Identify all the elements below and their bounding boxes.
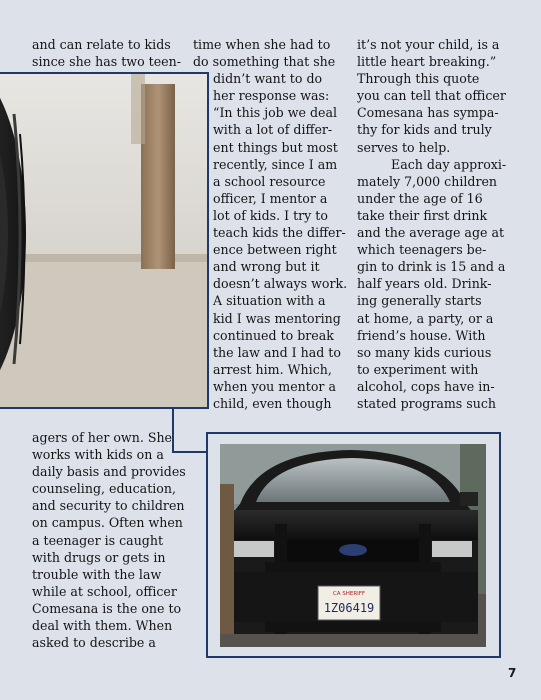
text-line: you can tell that officer	[357, 88, 506, 104]
text-line: counseling, education,	[32, 481, 176, 497]
text-line: with drugs or gets in	[32, 549, 166, 565]
text-line: time when she had to	[193, 37, 331, 52]
text-line: it’s not your child, is a	[357, 37, 500, 52]
text-line: since she has two teen-	[32, 54, 181, 70]
police-car-photo	[220, 444, 486, 647]
text-line: with a lot of differ-	[213, 122, 333, 138]
text-line: when you mentor a	[213, 378, 336, 394]
text-line: thy for kids and truly	[357, 122, 492, 138]
text-line: friend’s house. With	[357, 327, 486, 343]
text-line: little heart breaking.”	[357, 54, 497, 70]
text-line: at home, a party, or a	[357, 310, 494, 326]
text-line: arrest him. Which,	[213, 361, 332, 377]
text-line: the law and I had to	[213, 344, 341, 360]
text-line: half years old. Drink-	[357, 276, 492, 292]
text-line: didn’t want to do	[213, 71, 323, 87]
text-line: serves to help.	[357, 139, 451, 155]
text-line: officer, I mentor a	[213, 190, 328, 206]
plate-number: 1Z06419	[323, 601, 375, 615]
text-line: alcohol, cops have in-	[357, 378, 495, 394]
text-line: so many kids curious	[357, 344, 492, 360]
text-line: gin to drink is 15 and a	[357, 259, 506, 275]
text-line: Through this quote	[357, 71, 480, 87]
text-line: trouble with the law	[32, 566, 162, 582]
plate-header: CA SHERIFF	[332, 591, 366, 597]
text-line: deal with them. When	[32, 618, 173, 634]
text-line: stated programs such	[357, 395, 497, 411]
text-line: mately 7,000 children	[357, 173, 498, 189]
text-line: ing generally starts	[357, 293, 482, 309]
column-2	[193, 36, 348, 412]
text-line: ent things but most	[213, 139, 338, 155]
text-line: Comesana has sympa-	[357, 105, 499, 121]
text-line: do something that she	[193, 54, 336, 70]
text-line: and wrong but it	[213, 259, 320, 275]
text-line: Comesana is the one to	[32, 600, 182, 616]
text-line: recently, since I am	[213, 156, 338, 172]
text-line: which teenagers be-	[357, 242, 487, 258]
text-line: her response was:	[213, 88, 330, 104]
text-line: Each day approxi-	[391, 156, 507, 172]
text-line: asked to describe a	[32, 635, 156, 651]
tire-photo	[0, 72, 209, 409]
police-car-photo-frame	[206, 432, 501, 658]
text-line: child, even though	[213, 395, 332, 411]
column-3	[357, 36, 509, 412]
text-line: ence between right	[213, 242, 337, 258]
text-line: teach kids the differ-	[213, 225, 346, 241]
text-line: A situation with a	[213, 293, 326, 309]
text-line: while at school, officer	[32, 583, 177, 599]
text-line: a teenager is caught	[32, 532, 164, 548]
tire-photo-image	[0, 74, 209, 409]
text-line: take their first drink	[357, 207, 488, 223]
text-line: doesn’t always work.	[213, 276, 348, 292]
text-line: and security to children	[32, 498, 185, 514]
column-1-bottom	[32, 429, 184, 651]
text-line: on campus. Often when	[32, 515, 183, 531]
text-line: under the age of 16	[357, 190, 483, 206]
text-line: agers of her own. She	[32, 430, 173, 445]
text-line: a school resource	[213, 173, 326, 189]
text-line: daily basis and provides	[32, 464, 186, 480]
text-line: to experiment with	[357, 361, 479, 377]
text-line: “In this job we deal	[213, 105, 338, 121]
text-line: lot of kids. I try to	[213, 207, 328, 223]
text-line: continued to break	[213, 327, 334, 343]
text-line: and the average age at	[357, 225, 505, 241]
text-line: and can relate to kids	[32, 37, 171, 52]
police-car-image	[220, 444, 486, 647]
page-number: 7	[508, 666, 517, 680]
text-line: works with kids on a	[32, 447, 164, 463]
text-line: kid I was mentoring	[213, 310, 341, 326]
